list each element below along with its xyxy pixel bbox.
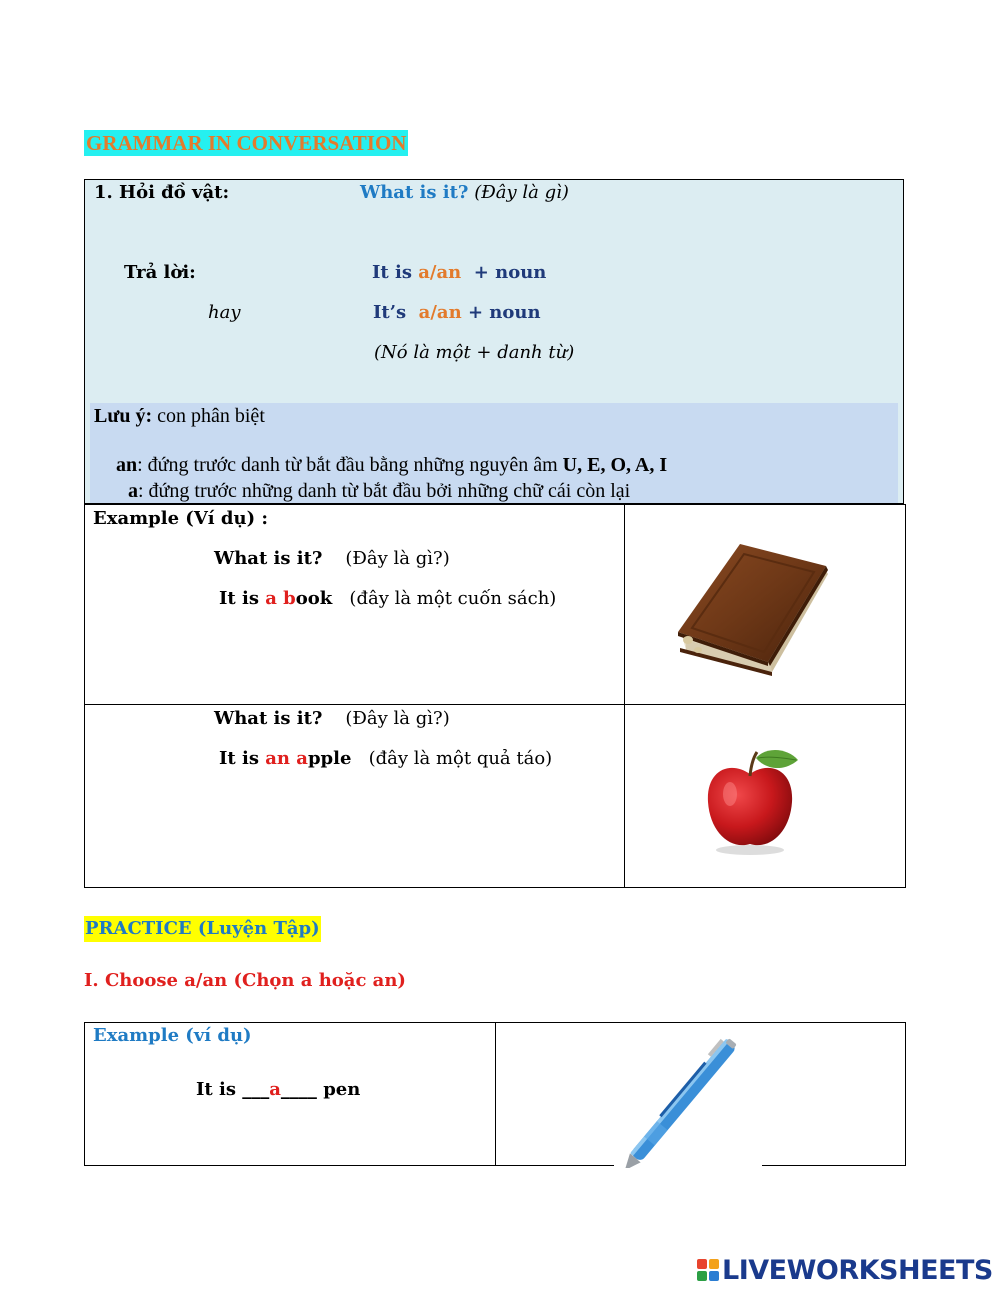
practice-prefix: It is	[196, 1079, 243, 1100]
ex2-answer-rest: pple	[307, 748, 352, 769]
ex1-question: What is it?	[214, 548, 323, 569]
ex2-question-line	[214, 708, 450, 729]
ex1-answer-prefix: It is	[219, 588, 266, 609]
answer-translation: (Nó là một + danh từ)	[374, 342, 575, 363]
practice-example-label: Example (ví dụ)	[93, 1025, 252, 1046]
ex1-answer-rest: ook	[295, 588, 333, 609]
ex2-answer-vi: (đây là một quả táo)	[368, 748, 553, 769]
ex1-question-line	[214, 548, 450, 569]
practice-example-sentence	[196, 1079, 360, 1100]
section-title: GRAMMAR IN CONVERSATION	[86, 131, 407, 155]
ask-line	[360, 182, 569, 203]
pen-image	[614, 1022, 762, 1168]
logo-tile	[709, 1259, 719, 1269]
answer1-prefix: It is	[372, 262, 419, 283]
note-label: Lưu ý:	[94, 405, 153, 427]
ex1-answer-article: a b	[265, 588, 296, 609]
ask-translation: (Đây là gì)	[474, 182, 569, 203]
or-label: hay	[208, 302, 241, 323]
ex2-question-vi: (Đây là gì?)	[345, 708, 450, 729]
table-divider	[495, 1023, 496, 1165]
logo-text: LIVEWORKSHEETS	[722, 1254, 993, 1286]
ask-label: 1. Hỏi đồ vật:	[94, 182, 230, 203]
apple-image	[700, 746, 804, 858]
task1-title: I. Choose a/an (Chọn a hoặc an)	[84, 970, 406, 991]
logo-tile	[709, 1271, 719, 1281]
ex1-answer-vi: (đây là một cuốn sách)	[349, 588, 557, 609]
book-image	[672, 540, 834, 676]
note-intro	[94, 405, 265, 428]
note-an-text: : đứng trước danh từ bắt đầu bằng những nguyên âm	[137, 454, 563, 476]
ex2-question: What is it?	[214, 708, 323, 729]
blank-left: ___	[242, 1079, 270, 1100]
ex1-question-vi: (Đây là gì?)	[345, 548, 450, 569]
note-a-word: a	[128, 480, 138, 502]
answer1-suffix: + noun	[461, 262, 547, 283]
note-a-line	[128, 480, 630, 503]
logo-tile	[697, 1259, 707, 1269]
ex2-answer-article: an a	[265, 748, 308, 769]
note-intro-text: con phân biệt	[152, 405, 265, 427]
answer2-article: a/an	[418, 302, 462, 323]
ex2-answer-prefix: It is	[219, 748, 266, 769]
logo-tile	[697, 1271, 707, 1281]
note-an-word: an	[116, 454, 138, 476]
answer2-suffix: + noun	[461, 302, 541, 323]
blank-right: ____	[280, 1079, 317, 1100]
ex2-answer-line	[219, 748, 552, 769]
example-heading: Example (Ví dụ) :	[93, 508, 268, 529]
ask-question: What is it?	[360, 182, 469, 203]
practice-suffix: pen	[316, 1079, 361, 1100]
logo-icon	[697, 1259, 719, 1281]
note-a-text: : đứng trước những danh từ bắt đầu bởi những chữ cái còn lại	[138, 480, 631, 502]
answer-label: Trả lời:	[124, 262, 196, 283]
answer2-prefix: It’s	[373, 302, 419, 323]
practice-title: PRACTICE (Luyện Tập)	[84, 916, 321, 942]
blank-answer: a	[269, 1079, 281, 1100]
note-an-line	[116, 454, 667, 477]
answer-pattern-1	[372, 262, 546, 283]
table-divider	[85, 704, 905, 705]
table-divider	[624, 505, 625, 887]
note-vowels: U, E, O, A, I	[562, 454, 668, 476]
ex1-answer-line	[219, 588, 556, 609]
answer-pattern-2	[373, 302, 541, 323]
liveworksheets-logo	[697, 1254, 993, 1286]
answer1-article: a/an	[418, 262, 462, 283]
